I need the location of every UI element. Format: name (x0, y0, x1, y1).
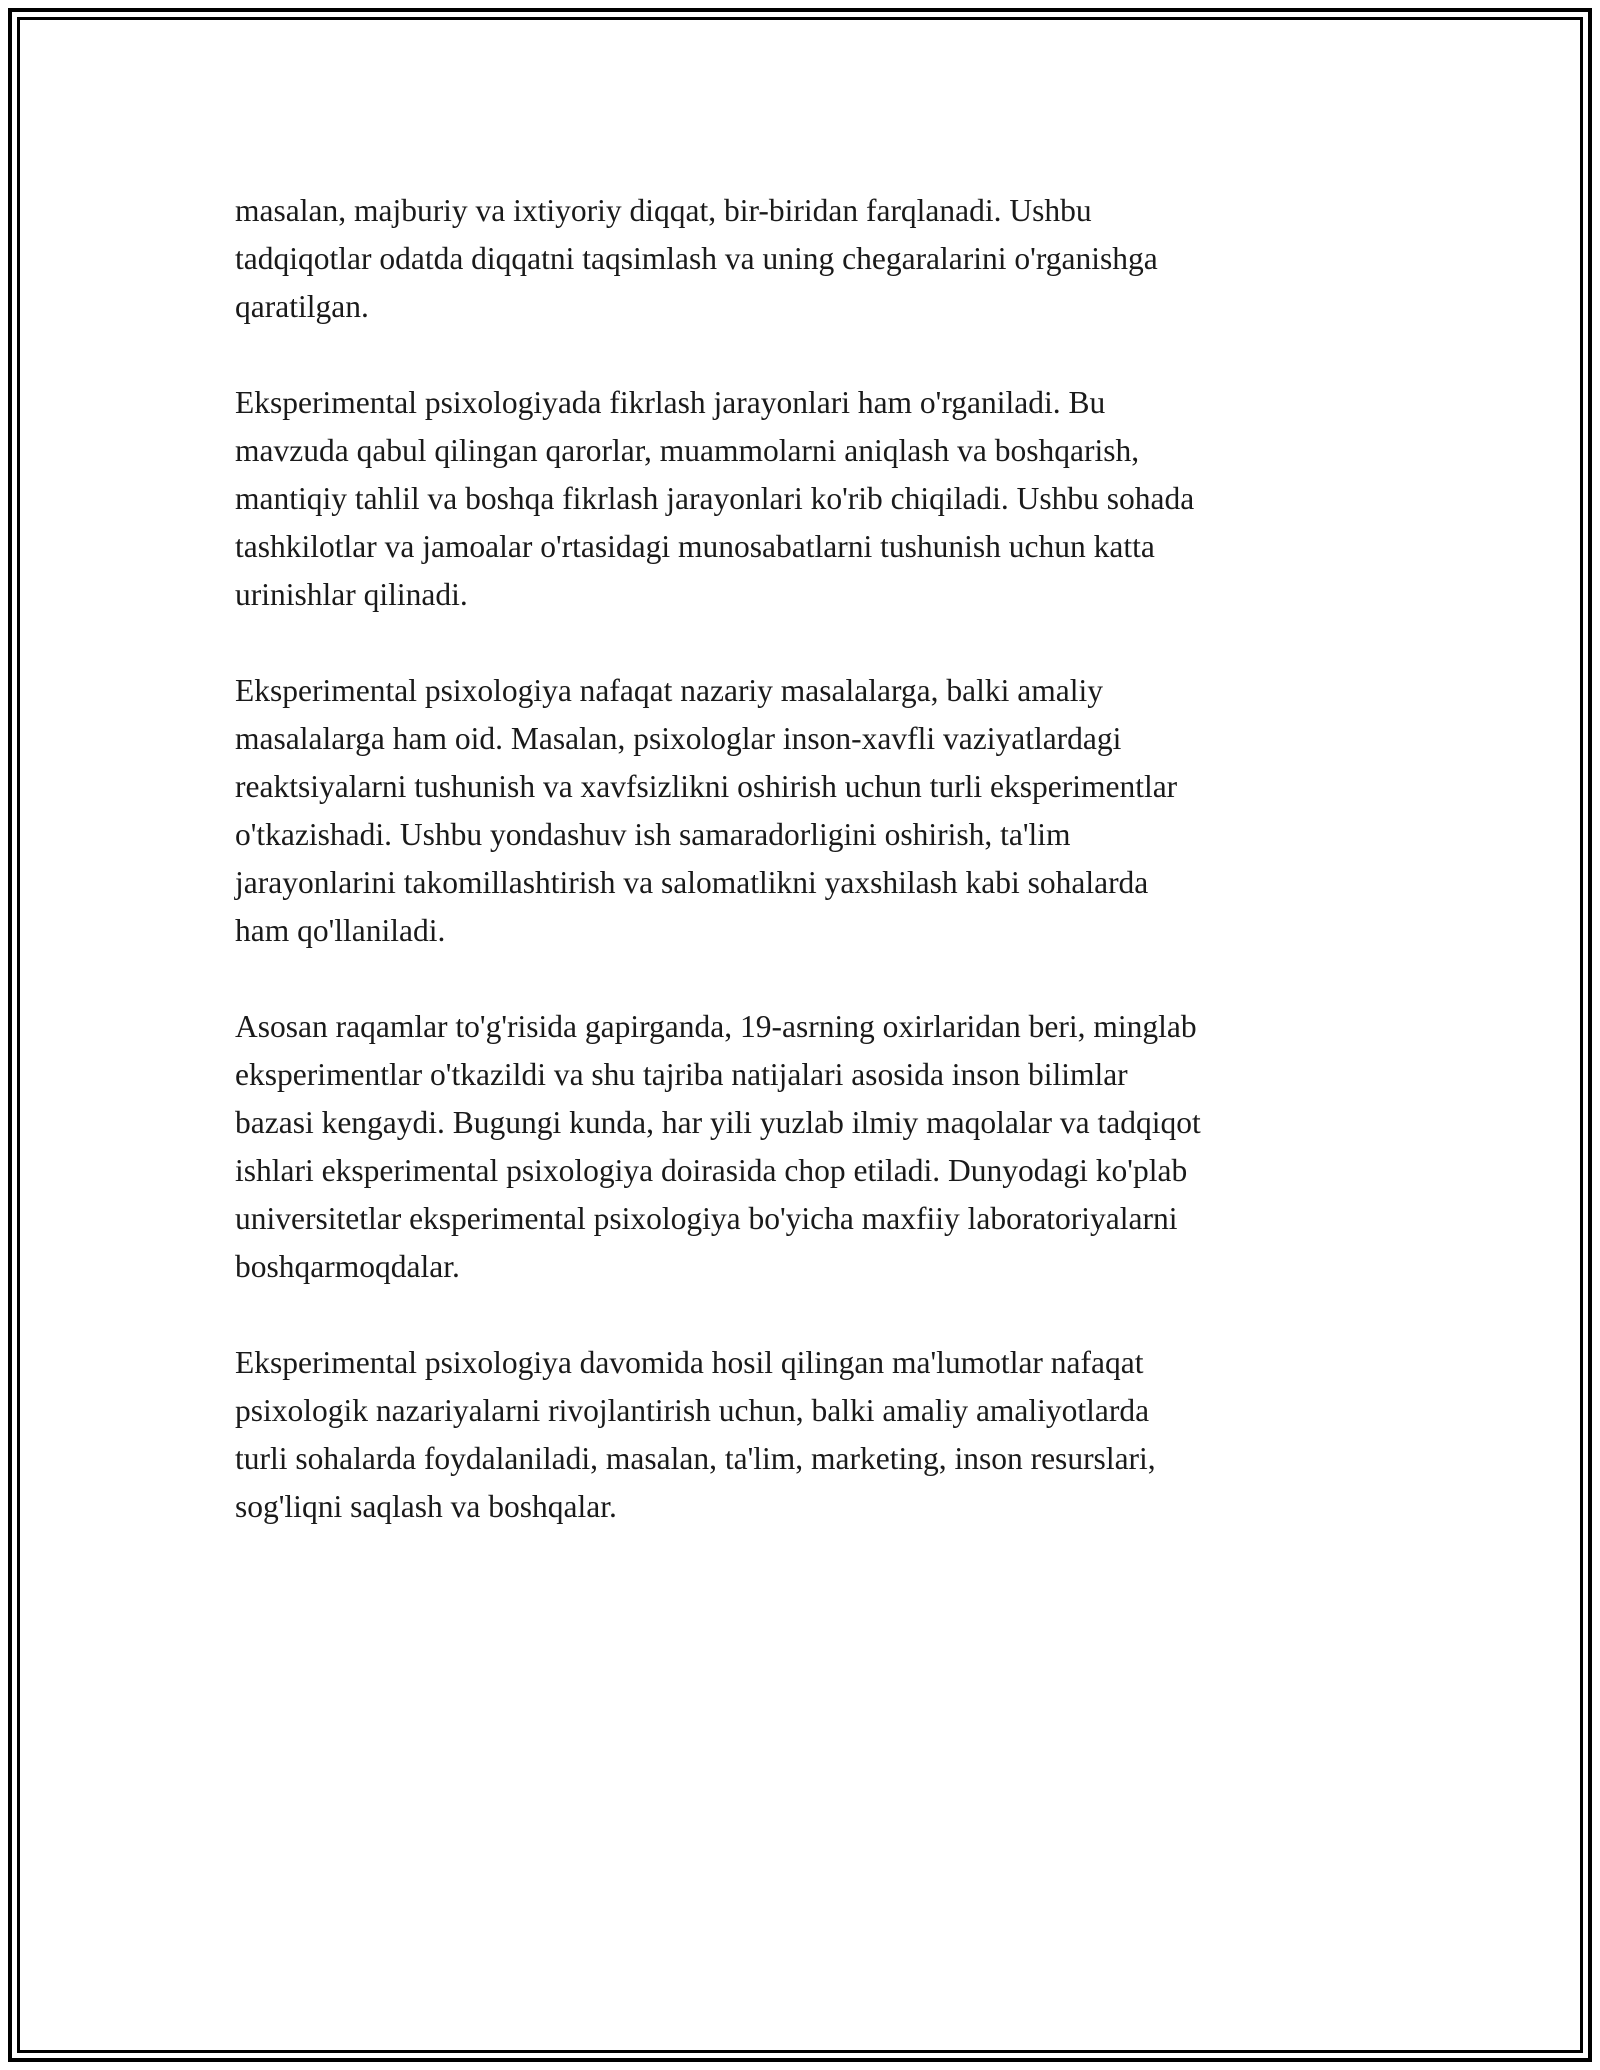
text-line: masalan, majburiy va ixtiyoriy diqqat, bir-biridan farqlanadi. Ushbu (235, 193, 1092, 228)
paragraph (235, 379, 1375, 619)
text-line: sog'liqni saqlash va boshqalar. (235, 1489, 617, 1524)
text-line: Eksperimental psixologiya nafaqat nazariy masalalarga, balki amaliy (235, 673, 1103, 708)
text-line: reaktsiyalarni tushunish va xavfsizlikni oshirish uchun turli eksperimentlar (235, 769, 1178, 804)
text-line: ishlari eksperimental psixologiya doirasida chop etiladi. Dunyodagi ko'plab (235, 1153, 1188, 1188)
paragraph (235, 1339, 1375, 1531)
paragraph (235, 667, 1375, 955)
text-line: eksperimentlar o'tkazildi va shu tajriba natijalari asosida inson bilimlar (235, 1057, 1128, 1092)
text-line: psixologik nazariyalarni rivojlantirish uchun, balki amaliy amaliyotlarda (235, 1393, 1150, 1428)
document-body (235, 187, 1375, 1579)
text-line: urinishlar qilinadi. (235, 577, 468, 612)
text-line: masalalarga ham oid. Masalan, psixologlar inson-xavfli vaziyatlardagi (235, 721, 1122, 756)
text-line: boshqarmoqdalar. (235, 1249, 460, 1284)
text-line: tadqiqotlar odatda diqqatni taqsimlash va uning chegaralarini o'rganishga (235, 241, 1158, 276)
paragraph (235, 187, 1375, 331)
text-line: mantiqiy tahlil va boshqa fikrlash jarayonlari ko'rib chiqiladi. Ushbu sohada (235, 481, 1195, 516)
text-line: bazasi kengaydi. Bugungi kunda, har yili yuzlab ilmiy maqolalar va tadqiqot (235, 1105, 1201, 1140)
text-line: ham qo'llaniladi. (235, 913, 446, 948)
paragraph (235, 1003, 1375, 1291)
text-line: universitetlar eksperimental psixologiya bo'yicha maxfiiy laboratoriyalarni (235, 1201, 1178, 1236)
text-line: tashkilotlar va jamoalar o'rtasidagi munosabatlarni tushunish uchun katta (235, 529, 1155, 564)
text-line: Eksperimental psixologiyada fikrlash jarayonlari ham o'rganiladi. Bu (235, 385, 1106, 420)
text-line: qaratilgan. (235, 289, 369, 324)
text-line: o'tkazishadi. Ushbu yondashuv ish samaradorligini oshirish, ta'lim (235, 817, 1071, 852)
text-line: turli sohalarda foydalaniladi, masalan, ta'lim, marketing, inson resurslari, (235, 1441, 1156, 1476)
text-line: mavzuda qabul qilingan qarorlar, muammolarni aniqlash va boshqarish, (235, 433, 1140, 468)
text-line: Asosan raqamlar to'g'risida gapirganda, 19-asrning oxirlaridan beri, minglab (235, 1009, 1197, 1044)
text-line: jarayonlarini takomillashtirish va salomatlikni yaxshilash kabi sohalarda (235, 865, 1149, 900)
text-line: Eksperimental psixologiya davomida hosil qilingan ma'lumotlar nafaqat (235, 1345, 1144, 1380)
